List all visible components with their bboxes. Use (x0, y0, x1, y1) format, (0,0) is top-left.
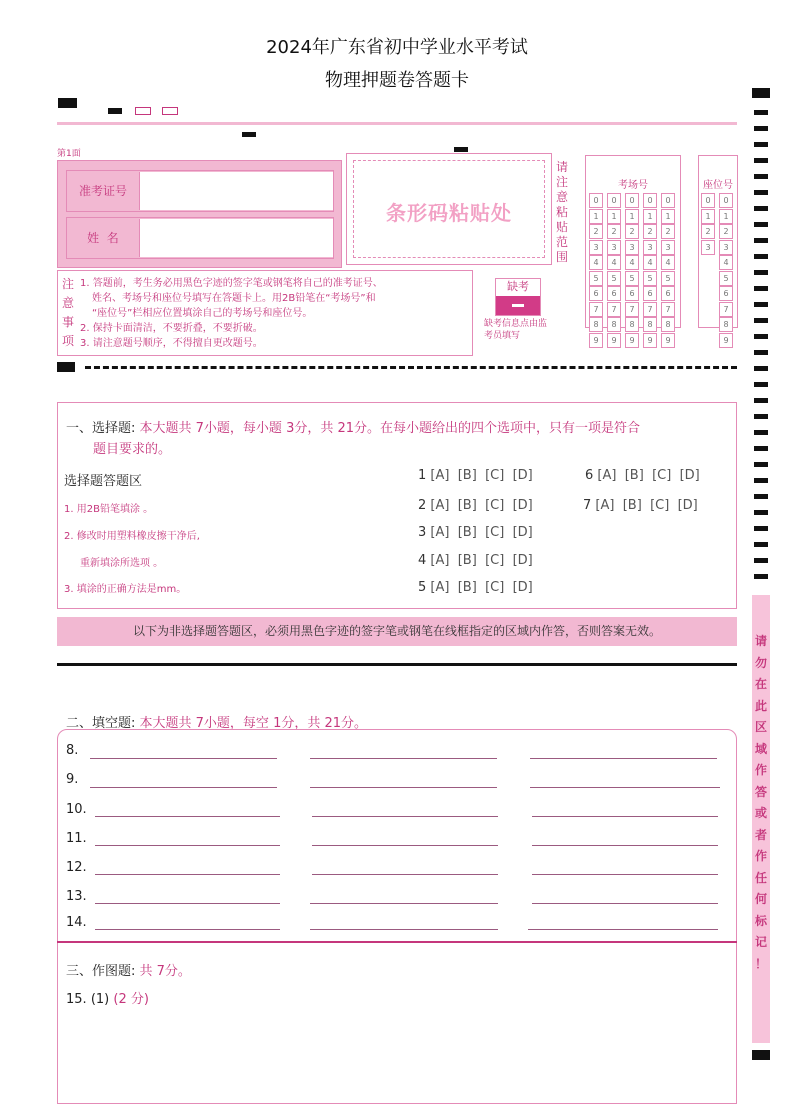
name-label: 姓 名 (87, 231, 119, 245)
answer-blank[interactable] (90, 787, 277, 788)
exam-room-digits[interactable]: 0 1 2 3 4 5 6 7 8 9 (625, 193, 639, 348)
notes-heading: 注意事项 (62, 277, 75, 348)
choice-heading-text: 本大题共 7小题，每小题 3分，共 21分。在每小题给出的四个选项中，只有一项是符合 (139, 421, 641, 436)
exam-room-grid (585, 155, 681, 345)
side-warning-strip: 请 勿 在 此 区 域 作 答 或 者 作 任 何 标 记 ！ (752, 595, 770, 1043)
locator-mark (108, 108, 122, 114)
note-item: 2. 保持卡面清洁，不要折叠，不要折破。 (80, 323, 263, 334)
seat-label: 座位号 (703, 180, 733, 191)
answer-blank[interactable] (95, 929, 280, 930)
name-field[interactable] (139, 219, 333, 257)
q15-part: (1) (90, 992, 110, 1007)
fill-number: 9. (66, 772, 79, 787)
locator-mark (58, 98, 77, 108)
note-item: “座位号”栏相应位置填涂自己的考场号和座位号。 (92, 308, 313, 319)
locator-mark (57, 362, 75, 372)
fill-number: 11. (66, 831, 87, 846)
fill-number: 13. (66, 889, 87, 904)
side-label: 第1面 (57, 149, 81, 159)
exam-room-digits[interactable]: 0 1 2 3 4 5 6 7 8 9 (607, 193, 621, 348)
fill-section (57, 729, 737, 943)
choice-question-3[interactable]: 3 [A] [B] [C] [D] (418, 525, 533, 540)
barcode-label: 条形码粘贴处 (386, 201, 512, 225)
absent-bubble[interactable] (496, 296, 540, 315)
answer-blank[interactable] (312, 874, 498, 875)
answer-blank[interactable] (532, 903, 718, 904)
exam-room-digits[interactable]: 0 1 2 3 4 5 6 7 8 9 (661, 193, 675, 348)
exam-title: 2024年广东省初中学业水平考试 (266, 37, 528, 58)
answer-blank[interactable] (312, 816, 498, 817)
answer-blank[interactable] (95, 874, 280, 875)
answer-blank[interactable] (310, 787, 497, 788)
answer-blank[interactable] (95, 845, 280, 846)
choice-question-6[interactable]: 6 [A] [B] [C] [D] (585, 468, 700, 483)
answer-blank[interactable] (95, 816, 280, 817)
side-timing-track (752, 88, 770, 588)
choice-question-1[interactable]: 1 [A] [B] [C] [D] (418, 468, 533, 483)
fill-number: 12. (66, 860, 87, 875)
fill-number: 14. (66, 915, 87, 930)
answer-blank[interactable] (90, 758, 277, 759)
instruction: 2. 修改时用塑料橡皮擦干净后, (64, 531, 200, 542)
drawing-heading-prefix: 三、作图题: (66, 964, 136, 979)
answer-blank[interactable] (310, 903, 498, 904)
q15-points: (2 分) (113, 992, 149, 1007)
notes-box (57, 270, 473, 356)
exam-number-label: 准考证号 (78, 184, 127, 198)
answer-blank[interactable] (312, 845, 498, 846)
instruction: 1. 用2B铅笔填涂 。 (64, 504, 154, 515)
seat-grid (698, 155, 738, 345)
answer-blank[interactable] (532, 816, 718, 817)
fill-number: 8. (66, 743, 79, 758)
absent-label: 缺考 (507, 280, 529, 293)
absent-note: 缺考信息点由监考员填写 (484, 319, 548, 341)
question-15 (66, 988, 149, 1007)
note-item: 姓名、考场号和座位号填写在答题卡上。用2B铅笔在“考场号”和 (92, 293, 376, 304)
locator-mark (454, 147, 468, 152)
answer-blank[interactable] (532, 874, 718, 875)
fill-heading-prefix: 二、填空题: (66, 716, 136, 731)
exam-room-digits[interactable]: 0 1 2 3 4 5 6 7 8 9 (643, 193, 657, 348)
choice-heading-prefix: 一、选择题: (66, 421, 136, 436)
candidate-info-box (57, 160, 342, 268)
fill-number: 10. (66, 802, 87, 817)
cut-line (85, 366, 737, 369)
exam-room-label: 考场号 (618, 180, 648, 191)
choice-question-4[interactable]: 4 [A] [B] [C] [D] (418, 553, 533, 568)
answer-blank[interactable] (532, 845, 718, 846)
answer-blank[interactable] (530, 787, 720, 788)
side-timing-marks (752, 88, 770, 588)
note-item: 1. 答题前，考生务必用黑色字迹的签字笔或钢笔将自己的准考证号、 (80, 278, 383, 289)
q15-number: 15. (66, 992, 87, 1007)
choice-question-2[interactable]: 2 [A] [B] [C] [D] (418, 498, 533, 513)
choice-heading-text2: 题目要求的。 (93, 442, 172, 457)
locator-mark (752, 1050, 770, 1060)
choice-heading (66, 418, 731, 460)
section-divider (57, 663, 737, 666)
drawing-heading-text: 共 7分。 (139, 964, 191, 979)
note-item: 3. 请注意题号顺序，不得擅自更改题号。 (80, 338, 263, 349)
choice-question-5[interactable]: 5 [A] [B] [C] [D] (418, 580, 533, 595)
exam-room-digits[interactable]: 0 1 2 3 4 5 6 7 8 9 (589, 193, 603, 348)
timing-mark (162, 107, 178, 115)
timing-mark (135, 107, 151, 115)
non-choice-banner: 以下为非选择题答题区，必须用黑色字迹的签字笔或钢笔在线框指定的区域内作答，否则答案无效。 (57, 617, 737, 646)
seat-digits[interactable]: 0 1 2 3 4 5 6 7 8 9 (719, 193, 733, 348)
locator-mark (242, 132, 256, 137)
answer-blank[interactable] (530, 758, 717, 759)
seat-digits[interactable]: 0 1 2 3 (701, 193, 715, 255)
drawing-heading (66, 960, 191, 979)
answer-blank[interactable] (95, 903, 280, 904)
absent-box (495, 278, 541, 316)
exam-number-field[interactable] (139, 172, 333, 210)
answer-sheet-title: 物理押题卷答题卡 (325, 70, 469, 91)
answer-blank[interactable] (310, 758, 497, 759)
fill-heading-text: 本大题共 7小题，每空 1分，共 21分。 (139, 716, 368, 731)
choice-question-7[interactable]: 7 [A] [B] [C] [D] (583, 498, 698, 513)
choice-area-label: 选择题答题区 (64, 474, 143, 489)
answer-blank[interactable] (310, 929, 498, 930)
header-divider (57, 122, 737, 125)
answer-blank[interactable] (528, 929, 718, 930)
notes-list (80, 276, 383, 351)
barcode-area (346, 153, 552, 265)
instruction: 重新填涂所选项 。 (80, 558, 164, 569)
barcode-note: 请注意粘贴范围 (556, 160, 569, 264)
instruction: 3. 填涂的正确方法是mm。 (64, 584, 187, 595)
